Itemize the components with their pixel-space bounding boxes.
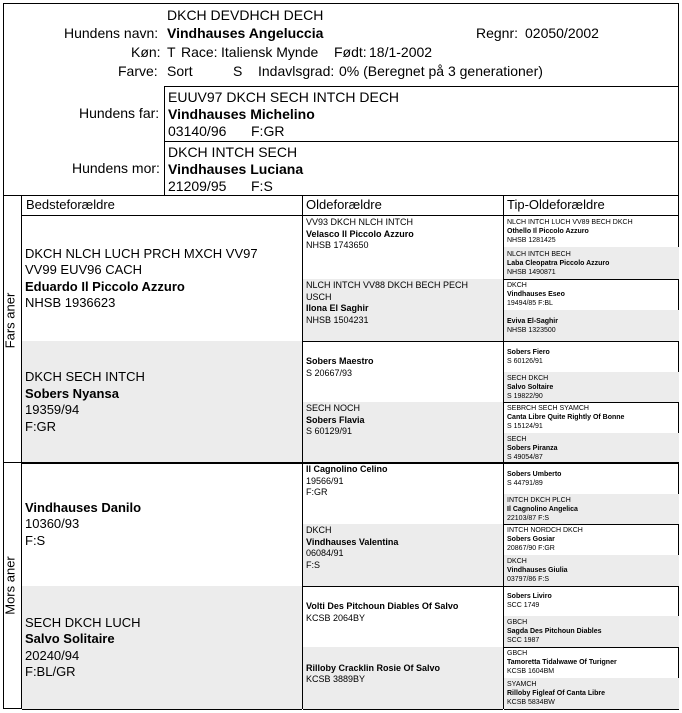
- mother-extra: F:S: [251, 178, 273, 194]
- great-cell: [303, 463, 503, 524]
- mother-titles: DKCH INTCH SECH: [168, 144, 298, 160]
- greatgreat-name: Laba Cleopatra Piccolo Azzuro: [507, 259, 610, 267]
- dog-name: Vindhauses Angeluccia: [167, 25, 324, 41]
- great-name: Il Cagnolino Celino: [306, 464, 388, 474]
- dog-name-label: Hundens navn:: [64, 25, 159, 41]
- greatgreat-titles: INTCH DKCH PLCH: [507, 496, 571, 504]
- great-info: NHSB 1504231: [306, 314, 369, 325]
- father-reg: 03140/96: [168, 123, 227, 139]
- sex-value: T: [167, 44, 176, 60]
- father-name: Vindhauses Michelino: [168, 106, 315, 122]
- grandparent-row-line: [22, 709, 302, 710]
- greatgreat-name: Vindhauses Giulia: [507, 567, 568, 574]
- great-name: Sobers Maestro: [306, 356, 374, 366]
- greatgreat-cell: [504, 247, 679, 279]
- greatgreat-titles: INTCH NORDCH DKCH: [507, 527, 583, 534]
- greatgreat-info: SCC 1987: [507, 637, 540, 644]
- greatgreat-titles: GBCH: [507, 619, 528, 626]
- great-info: S 60129/91: [306, 426, 353, 436]
- greatgreat-titles: NLCH INTCH BECH: [507, 250, 571, 258]
- greatgreat-cell: [504, 310, 679, 341]
- inbreeding-label: Indavlsgrad:: [258, 63, 335, 79]
- great-info: NHSB 1743650: [306, 240, 369, 250]
- mother-reg: 21209/95: [168, 178, 227, 194]
- header-great: Oldeforældre: [306, 197, 382, 212]
- greatgreat-cell: [504, 586, 679, 616]
- greatgreat-cell: [504, 647, 679, 678]
- great-titles: DKCH: [306, 525, 332, 535]
- grandparent-cell: [22, 463, 302, 586]
- father-extra: F:GR: [251, 123, 285, 139]
- greatgreat-row-line: [504, 709, 679, 710]
- great-info: KCSB 2064BY: [306, 612, 366, 623]
- grandparent-name: Eduardo Il Piccolo Azzuro: [25, 278, 185, 294]
- greatgreat-name: Sobers Piranza: [507, 444, 558, 452]
- greatgreat-name: Sobers Gosiar: [507, 536, 555, 543]
- grandparent-name: Salvo Solitaire: [25, 631, 115, 646]
- greatgreat-info: NHSB 1323500: [507, 326, 556, 334]
- grandparent-titles: DKCH NLCH LUCH PRCH MXCH VV97: [25, 245, 258, 261]
- greatgreat-info: KCSB 5834BW: [507, 699, 555, 706]
- greatgreat-cell: [504, 341, 679, 372]
- great-titles: VV93 DKCH NLCH INTCH: [306, 217, 414, 227]
- great-cell: [303, 647, 503, 709]
- parents-mid-line: [164, 141, 679, 142]
- grandparent-info: F:BL/GR: [25, 664, 76, 679]
- great-titles: NLCH INTCH VV88 DKCH BECH PECH: [306, 280, 469, 290]
- greatgreat-cell: [504, 402, 679, 433]
- color-value: Sort: [167, 63, 193, 79]
- great-name: Vindhauses Valentina: [306, 536, 399, 547]
- great-info: 06084/91: [306, 548, 344, 558]
- greatgreat-titles: DKCH: [507, 558, 527, 565]
- greatgreat-name: Sobers Liviro: [507, 593, 552, 600]
- grandparent-name: Vindhauses Danilo: [25, 499, 142, 515]
- greatgreat-info: SCC 1749: [507, 602, 540, 609]
- fars-aner-label: Fars aner: [2, 292, 18, 349]
- greatgreat-info: 22103/87 F:S: [507, 514, 550, 522]
- father-label: Hundens far:: [79, 105, 160, 121]
- grandparent-info: NHSB 1936623: [25, 295, 116, 310]
- grandparent-titles: DKCH SECH INTCH: [25, 369, 145, 384]
- greatgreat-titles: DKCH: [507, 282, 527, 289]
- mother-label: Hundens mor:: [72, 160, 160, 176]
- greatgreat-info: KCSB 1604BM: [507, 668, 555, 675]
- greatgreat-info: S 60126/91: [507, 357, 543, 365]
- greatgreat-name: Tamoretta Tidalwawe Of Turigner: [507, 659, 617, 666]
- great-cell: [303, 341, 503, 402]
- great-name: Ilona El Saghir: [306, 303, 369, 313]
- great-info: S 20667/93: [306, 367, 353, 378]
- greatgreat-info: NHSB 1490871: [507, 268, 556, 276]
- greatgreat-cell: [504, 678, 679, 709]
- mother-name: Vindhauses Luciana: [168, 161, 304, 177]
- race-label: Race:: [181, 44, 218, 60]
- greatgreat-cell: [504, 555, 679, 586]
- great-cell: [303, 586, 503, 647]
- greatgreat-name: Canta Libre Quite Rightly Of Bonne: [507, 414, 625, 421]
- race-value: Italiensk Mynde: [221, 44, 319, 60]
- grandparent-info: 20240/94: [25, 647, 80, 663]
- regnr-label: Regnr:: [476, 25, 519, 41]
- col-sep-great: [302, 195, 303, 709]
- greatgreat-cell: [504, 279, 679, 310]
- header-grandparents: Bedsteforældre: [26, 197, 115, 212]
- color-label: Farve:: [118, 63, 158, 79]
- greatgreat-name: Sagda Des Pitchoun Diables: [507, 628, 602, 635]
- born-value: 18/1-2002: [369, 44, 433, 60]
- great-cell: [303, 402, 503, 463]
- greatgreat-titles: NLCH INTCH LUCH VV89 BECH DKCH: [507, 219, 633, 226]
- greatgreat-info: 20867/90 F:GR: [507, 545, 555, 552]
- great-cell: [303, 524, 503, 586]
- parents-bottom-line: [3, 195, 679, 196]
- grandparent-titles: VV99 EUV96 CACH: [25, 262, 143, 277]
- grandparent-info: 19359/94: [25, 402, 80, 417]
- greatgreat-cell: [504, 494, 679, 524]
- born-label: Født:: [334, 44, 367, 60]
- greatgreat-cell: [504, 216, 679, 247]
- header-greatgreat: Tip-Oldeforældre: [507, 197, 605, 212]
- greatgreat-titles: SECH DKCH: [507, 374, 549, 382]
- grandparent-info: 10360/93: [25, 516, 80, 532]
- great-row-line: [303, 709, 503, 710]
- greatgreat-info: 03797/86 F:S: [507, 576, 550, 583]
- grandparent-cell: [22, 586, 302, 709]
- col-sep-side: [21, 195, 22, 709]
- greatgreat-cell: [504, 433, 679, 463]
- great-name: Rilloby Cracklin Rosie Of Salvo: [306, 662, 441, 673]
- father-titles: EUUV97 DKCH SECH INTCH DECH: [168, 89, 400, 105]
- col-sep-greatgreat: [503, 195, 504, 709]
- greatgreat-info: S 44791/89: [507, 479, 543, 487]
- greatgreat-titles: SECH: [507, 435, 527, 443]
- greatgreat-name: Othello Il Piccolo Azzuro: [507, 228, 589, 235]
- great-cell: [303, 279, 503, 341]
- greatgreat-titles: GBCH: [507, 650, 528, 657]
- inbreeding-value: 0% (Beregnet på 3 generationer): [339, 63, 543, 79]
- greatgreat-name: Il Cagnolino Angelica: [507, 505, 578, 513]
- greatgreat-info: 19494/85 F:BL: [507, 300, 553, 307]
- greatgreat-name: Eviva El-Saghir: [507, 317, 558, 325]
- great-info: F:GR: [306, 487, 328, 497]
- fars-mors-divider: [3, 462, 679, 463]
- greatgreat-name: Salvo Soltaire: [507, 383, 554, 391]
- parents-top-line: [164, 86, 679, 87]
- great-titles: USCH: [306, 291, 332, 302]
- great-cell: [303, 216, 503, 279]
- grandparent-cell: [22, 341, 302, 463]
- greatgreat-info: S 15124/91: [507, 423, 543, 430]
- greatgreat-cell: [504, 616, 679, 647]
- grandparent-name: Sobers Nyansa: [25, 385, 119, 401]
- greatgreat-titles: SYAMCH: [507, 681, 537, 688]
- greatgreat-name: Sobers Fiero: [507, 348, 550, 356]
- greatgreat-info: NHSB 1281425: [507, 237, 556, 244]
- great-name: Volti Des Pitchoun Diables Of Salvo: [306, 601, 459, 611]
- great-titles: SECH NOCH: [306, 403, 361, 413]
- grandparent-info: F:S: [25, 532, 46, 548]
- dog-titles: DKCH DEVDHCH DECH: [167, 7, 324, 23]
- greatgreat-name: Rilloby Figleaf Of Canta Libre: [507, 690, 606, 697]
- sex-label: Køn:: [131, 44, 161, 60]
- great-name: Sobers Flavia: [306, 414, 365, 425]
- greatgreat-info: S 19822/90: [507, 392, 543, 400]
- great-info: F:S: [306, 559, 321, 570]
- hd-value: S: [233, 63, 243, 79]
- grandparent-cell: [22, 216, 302, 341]
- greatgreat-name: Sobers Umberto: [507, 470, 562, 478]
- great-info: KCSB 3889BY: [306, 674, 366, 684]
- mors-aner-label: Mors aner: [2, 556, 18, 615]
- greatgreat-cell: [504, 524, 679, 555]
- greatgreat-cell: [504, 463, 679, 494]
- great-info: 19566/91: [306, 475, 344, 486]
- greatgreat-info: S 49054/87: [507, 453, 543, 461]
- great-name: Velasco Il Piccolo Azzuro: [306, 228, 414, 239]
- grandparent-titles: SECH DKCH LUCH: [25, 614, 141, 630]
- regnr-value: 02050/2002: [525, 25, 599, 41]
- greatgreat-name: Vindhauses Eseo: [507, 291, 565, 298]
- greatgreat-titles: SEBRCH SECH SYAMCH: [507, 405, 589, 412]
- grandparent-info: F:GR: [25, 418, 57, 434]
- greatgreat-cell: [504, 372, 679, 402]
